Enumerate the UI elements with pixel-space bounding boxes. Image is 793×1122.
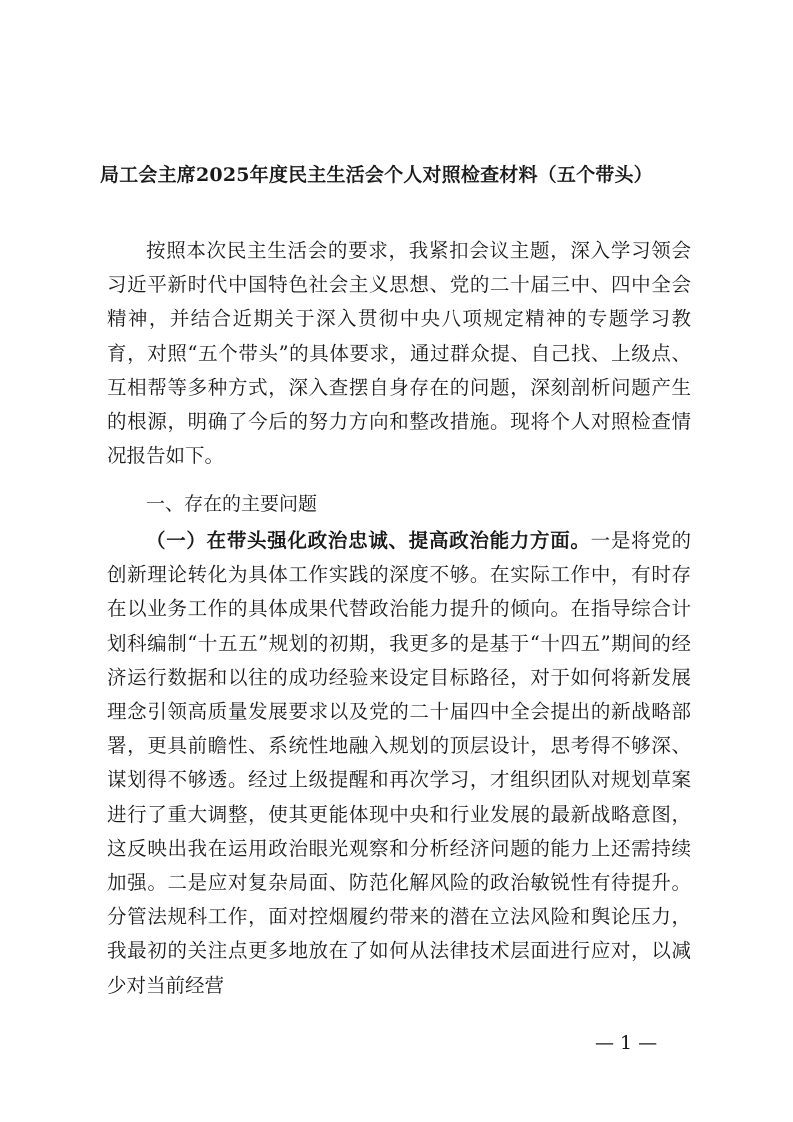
subsection-text: 一是将党的创新理论转化为具体工作实践的深度不够。在实际工作中，有时存在以业务工作的具体成果代替政治能力提升的倾向。在指导综合计划科编制“十五五”规划的初期，我更多的是基于“十四五”期间的经济运行数据和以往的成功经验来设定目标路径，对于如何将新发展理念引领高质量发展要求以及党的二十届四中全会提出的新战略部署，更具前瞻性、系统性地融入规划的顶层设计，思考得不够深、谋划得不够透。经过上级提醒和再次学习，才组织团队对规划草案进行了重大调整，使其更能体现中央和行业发展的最新战略意图，这反映出我在运用政治眼光观察和分析经济问题的能力上还需持续加强。二是应对复杂局面、防范化解风险的政治敏锐性有待提升。分管法规科工作，面对控烟履约带来的潜在立法风险和舆论压力，我最初的关注点更多地放在了如何从法律技术层面进行应对，以减少对当前经营 xyxy=(107,529,691,997)
subsection-paragraph-political-loyalty xyxy=(107,524,691,1003)
subsection-label: （一）在带头强化政治忠诚、提高政治能力方面。 xyxy=(146,529,591,552)
page-number: — 1 — xyxy=(595,1032,658,1054)
document-title: 局工会主席2025年度民主生活会个人对照检查材料（五个带头） xyxy=(100,164,653,186)
intro-paragraph: 按照本次民主生活会的要求，我紧扣会议主题，深入学习领会习近平新时代中国特色社会主义思想、党的二十届三中、四中全会精神，并结合近期关于深入贯彻中央八项规定精神的专题学习教育，对照“五个带头”的具体要求，通过群众提、自己找、上级点、互相帮等多种方式，深入查摆自身存在的问题，深刻剖析问题产生的根源，明确了今后的努力方向和整改措施。现将个人对照检查情况报告如下。 xyxy=(107,239,691,468)
section-heading-main-problems: 一、存在的主要问题 xyxy=(146,493,318,515)
